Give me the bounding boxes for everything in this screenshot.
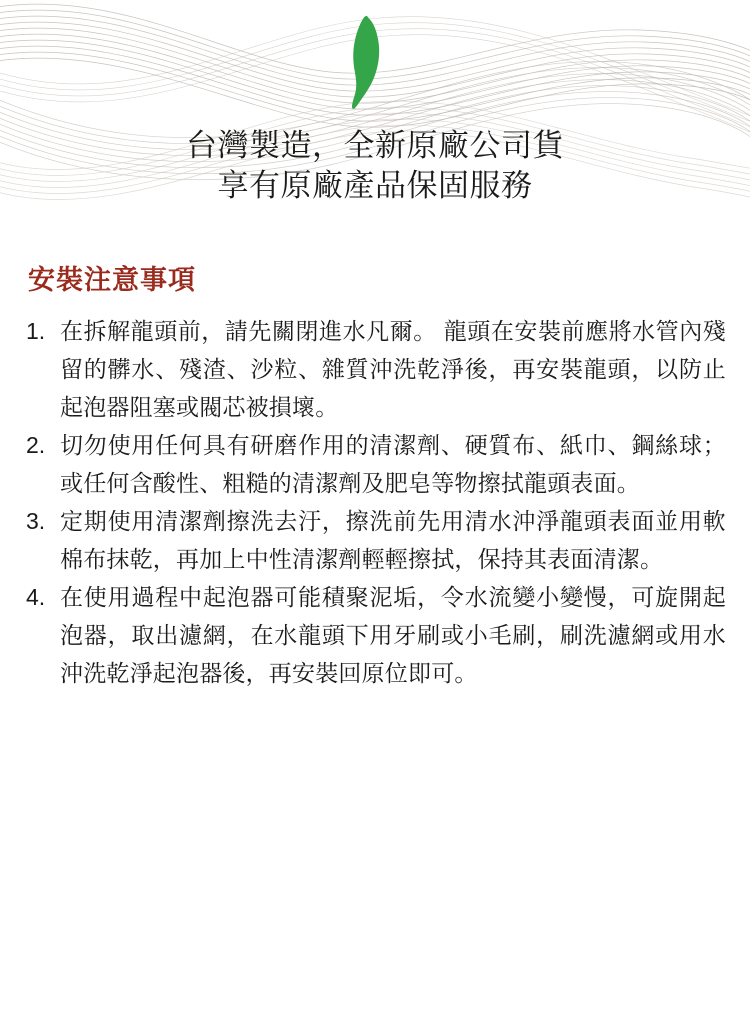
list-item-number: 1. — [26, 318, 46, 344]
list-item-text: 在拆解龍頭前，請先關閉進水凡爾。 龍頭在安裝前應將水管內殘留的髒水、殘渣、沙粒、雜質沖洗乾淨後，再安裝龍頭，以防止起泡器阻塞或閥芯被損壞。 — [60, 318, 726, 420]
list-item-number: 3. — [26, 508, 46, 534]
list-item-number: 4. — [26, 584, 46, 610]
list-item — [24, 312, 726, 426]
headline-block — [0, 126, 750, 206]
headline-line-2: 享有原廠產品保固服務 — [217, 168, 533, 203]
list-item-number: 2. — [26, 432, 46, 458]
section-title-installation-notes: 安裝注意事項 — [28, 265, 196, 295]
list-item — [24, 502, 726, 578]
taiwan-map-icon — [352, 16, 379, 109]
list-item-text: 切勿使用任何具有研磨作用的清潔劑、硬質布、紙巾、鋼絲球；或任何含酸性、粗糙的清潔劑及肥皂等物擦拭龍頭表面。 — [60, 432, 726, 496]
list-item-text: 定期使用清潔劑擦洗去汙，擦洗前先用清水沖淨龍頭表面並用軟棉布抹乾，再加上中性清潔劑輕輕擦拭，保持其表面清潔。 — [60, 508, 726, 572]
list-item — [24, 578, 726, 692]
installation-notes-list — [24, 312, 726, 692]
list-item-text: 在使用過程中起泡器可能積聚泥垢，令水流變小變慢，可旋開起泡器，取出濾網，在水龍頭下用牙刷或小毛刷，刷洗濾網或用水沖洗乾淨起泡器後，再安裝回原位即可。 — [60, 584, 726, 686]
headline-line-1: 台灣製造，全新原廠公司貨 — [186, 128, 564, 163]
list-item — [24, 426, 726, 502]
